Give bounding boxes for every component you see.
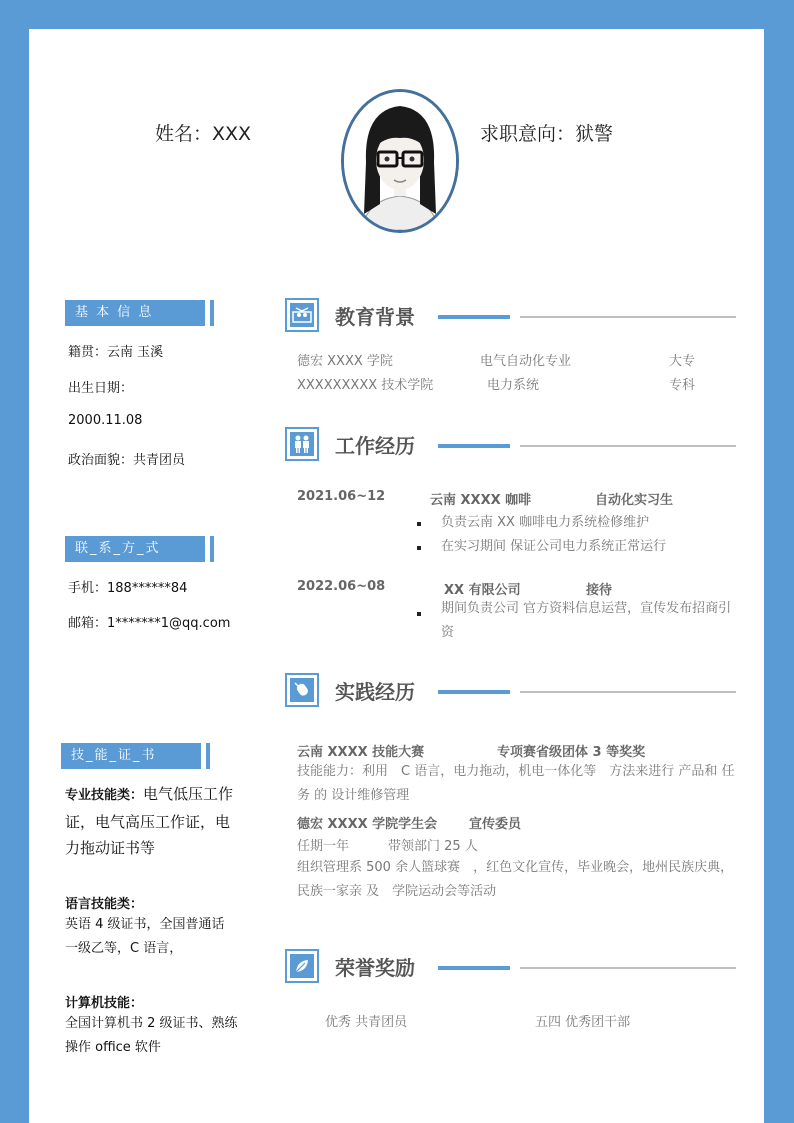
- job2-role: 接待: [586, 583, 613, 598]
- practice2-role: 宣传委员: [469, 817, 522, 832]
- email-text: 邮箱：1*******1@qq.com: [68, 616, 231, 631]
- job1-date: 2021.06~12: [297, 489, 386, 504]
- edu-school-1: 德宏 XXXX 学院: [297, 354, 393, 369]
- education-line-accent: [438, 315, 510, 319]
- education-title: 教育背景: [335, 305, 415, 329]
- job-intent-text: 求职意向：狱警: [480, 123, 614, 145]
- job2-bullet-1: [417, 612, 421, 616]
- birth-date: 2000.11.08: [68, 413, 143, 428]
- honor-2: 五四 优秀团干部: [535, 1015, 631, 1030]
- work-line: [520, 445, 736, 447]
- work-title: 工作经历: [335, 434, 415, 458]
- practice2-desc: 组织管理系 500 余人篮球赛 ，红色文化宣传，毕业晚会，地州民族庆典，民族一家亲 及 学院运动会等活动: [297, 860, 734, 899]
- job1-company: 云南 XXXX 咖啡: [430, 493, 532, 508]
- political-status: 政治面貌：共青团员: [68, 453, 186, 468]
- practice2-lead: 带领部门 25 人: [388, 839, 478, 854]
- practice1-desc: 技能能力：利用 C 语言，电力拖动，机电一体化等 方法来进行 产品和 任务 的 设计维修管理: [297, 764, 735, 803]
- edu-major-1: 电气自动化专业: [480, 354, 572, 369]
- practice1-award: 专项赛省级团体 3 等奖奖: [497, 745, 646, 760]
- job1-bullet-2: [417, 546, 421, 550]
- name-text: 姓名：XXX: [155, 123, 252, 145]
- job1-role: 自动化实习生: [595, 493, 674, 508]
- job1-bullet-1: [417, 522, 421, 526]
- honor-1: 优秀 共青团员: [325, 1015, 408, 1030]
- job2-duty-1: 期间负责公司 官方资料信息运营，宣传发布招商引资: [441, 601, 732, 640]
- pro-skills-value: 电气低压工作证，电气高压工作证，电力拖动证书等: [65, 785, 234, 857]
- work-icon: [285, 427, 319, 461]
- skills-heading: 技_能_证_书: [61, 743, 201, 769]
- practice1-title: 云南 XXXX 技能大赛: [297, 745, 425, 760]
- honors-icon: [285, 949, 319, 983]
- honors-title: 荣誉奖励: [335, 956, 415, 980]
- pro-skills-label: 专业技能类：: [65, 788, 144, 803]
- edu-degree-1: 大专: [669, 354, 696, 369]
- practice2-term: 任期一年: [297, 839, 350, 854]
- birth-label: 出生日期：: [68, 381, 134, 396]
- edu-degree-2: 专科: [669, 378, 696, 393]
- honors-line: [520, 967, 736, 969]
- job2-date: 2022.06~08: [297, 579, 386, 594]
- native-place: 籍贯：云南 玉溪: [68, 345, 164, 360]
- comp-skills-value: 全国计算机书 2 级证书、熟练操作 office 软件: [65, 1016, 238, 1055]
- edu-school-2: XXXXXXXXX 技术学院: [297, 378, 434, 393]
- practice-title: 实践经历: [335, 680, 415, 704]
- job1-duty-2: 在实习期间 保证公司电力系统正常运行: [441, 539, 667, 554]
- education-line: [520, 316, 736, 318]
- edu-major-2: 电力系统: [487, 378, 540, 393]
- practice2-title: 德宏 XXXX 学院学生会: [297, 817, 438, 832]
- pro-skills: [65, 781, 235, 861]
- practice-icon: [285, 673, 319, 707]
- practice-line: [520, 691, 736, 693]
- resume-page: [29, 29, 764, 1123]
- lang-skills-value: 英语 4 级证书，全国普通话一级乙等，C 语言，: [65, 917, 225, 956]
- job2-company: XX 有限公司: [444, 583, 521, 598]
- job1-duty-1: 负责云南 XX 咖啡电力系统检修维护: [441, 515, 650, 530]
- avatar: [341, 89, 459, 233]
- lang-skills-label: 语言技能类：: [65, 897, 144, 912]
- phone-text: 手机：188******84: [68, 581, 188, 596]
- avatar-illustration: [344, 92, 456, 230]
- education-icon: [285, 298, 319, 332]
- honors-line-accent: [438, 966, 510, 970]
- comp-skills-label: 计算机技能：: [65, 996, 144, 1011]
- practice-line-accent: [438, 690, 510, 694]
- work-line-accent: [438, 444, 510, 448]
- basic-info-heading: 基 本 信 息: [65, 300, 205, 326]
- contact-heading: 联_系_方_式: [65, 536, 205, 562]
